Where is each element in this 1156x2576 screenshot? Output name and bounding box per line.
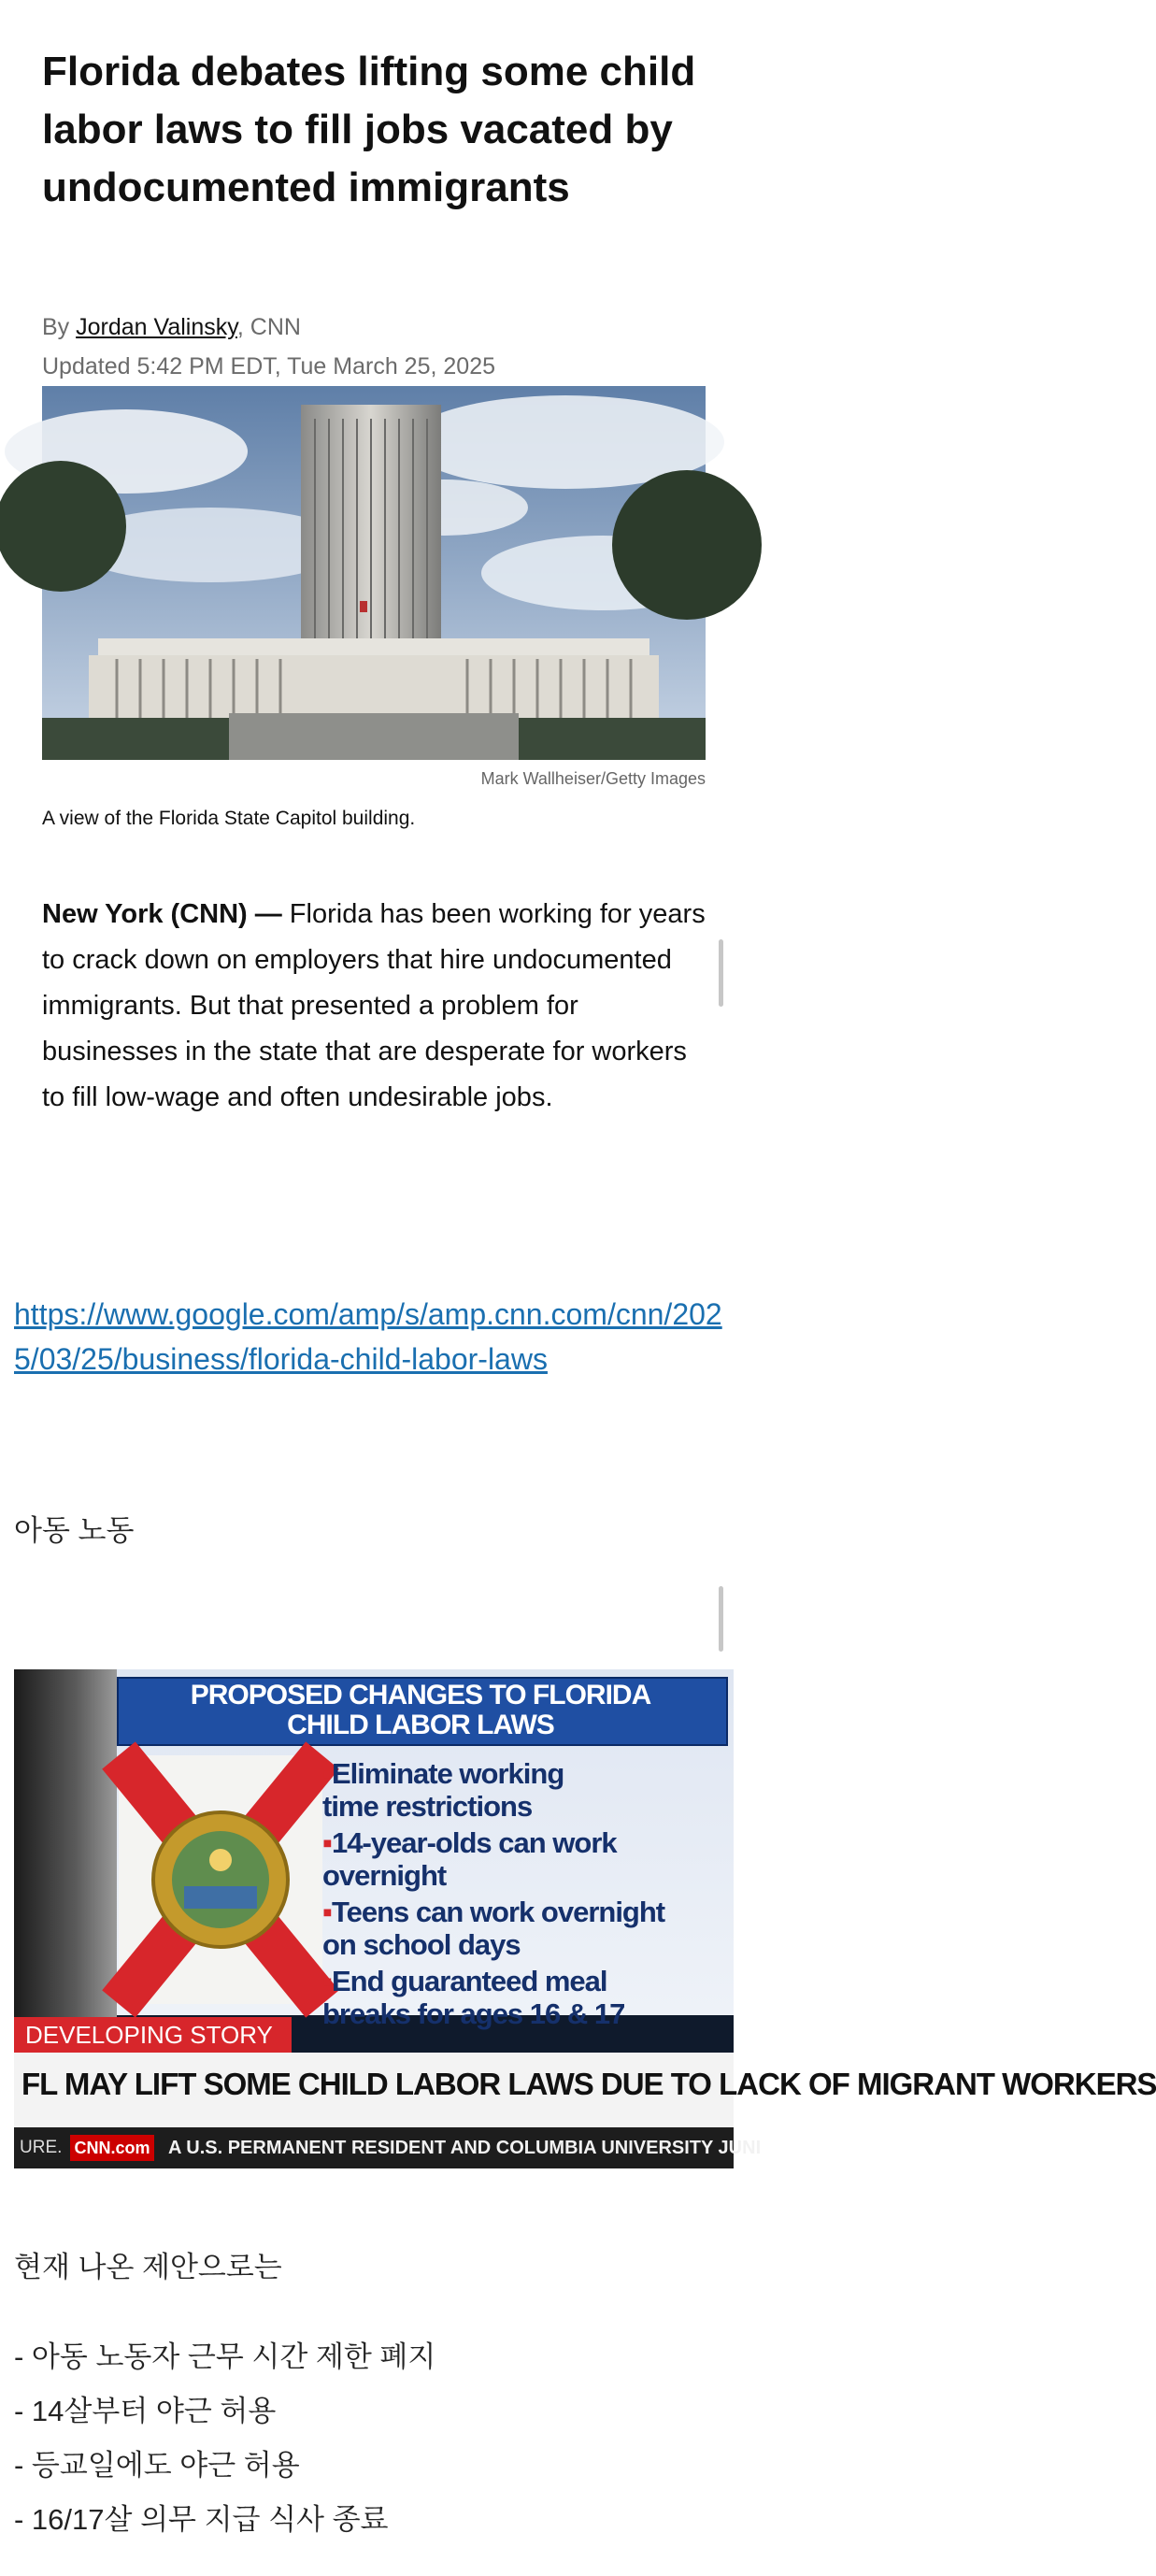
byline	[42, 314, 301, 341]
updated-timestamp: Updated 5:42 PM EDT, Tue March 25, 2025	[42, 353, 495, 379]
tv-title-line2: CHILD LABOR LAWS	[287, 1710, 554, 1740]
tv-title-line1: PROPOSED CHANGES TO FLORIDA	[190, 1680, 651, 1710]
tv-news-screenshot	[14, 1669, 1156, 2168]
cnn-logo-badge: CNN.com	[70, 2135, 154, 2161]
scrollbar-thumb-bottom[interactable]	[719, 1586, 723, 1652]
tv-bullet: ▪14-year-olds can work overnight	[322, 1826, 617, 1892]
proposal-intro: 현재 나온 제안으로는	[14, 2251, 282, 2283]
tv-bullet: ▪End guaranteed meal breaks for ages 16 & 17	[322, 1965, 625, 2030]
florida-flag-seal-icon	[119, 1755, 322, 2004]
tv-bullet-text: Teens can work overnight on school days	[322, 1896, 665, 1961]
proposal-list	[14, 2330, 734, 2547]
lead-text: Florida has been working for years to crack down on employers that hire undocumented immigrants. But that presented a problem for businesses in the state that are desperate for workers to fill low-wage and often undesirable jobs.	[42, 899, 706, 1112]
list-item: - 14살부터 야근 허용	[14, 2395, 277, 2427]
lead-paragraph	[42, 892, 706, 1121]
capitol-photo	[42, 386, 706, 760]
tv-bullet: ▪Eliminate working time restrictions	[322, 1757, 564, 1823]
article-headline: Florida debates lifting some child labor laws to fill jobs vacated by undocumented immigrants	[42, 49, 696, 210]
section-title: 아동 노동	[14, 1514, 135, 1547]
ticker-text: A U.S. PERMANENT RESIDENT AND COLUMBIA UNIVERSITY JUNI	[168, 2138, 762, 2158]
developing-story-tag: DEVELOPING STORY	[14, 2017, 292, 2053]
author-link[interactable]: Jordan Valinsky	[76, 314, 237, 340]
tv-bullet-text: End guaranteed meal breaks for ages 16 & 17	[322, 1965, 625, 2030]
list-item: - 16/17살 의무 지급 식사 종료	[14, 2503, 389, 2536]
byline-prefix: By	[42, 314, 77, 340]
tv-bullet: ▪Teens can work overnight on school days	[322, 1896, 665, 1961]
source-link[interactable]: https://www.google.com/amp/s/amp.cnn.com/cnn/2025/03/25/business/florida-child-labor-laws	[14, 1297, 722, 1376]
tv-title	[117, 1681, 724, 1740]
list-item: - 등교일에도 야근 허용	[14, 2449, 300, 2482]
lower-third-headline: FL MAY LIFT SOME CHILD LABOR LAWS DUE TO LACK OF MIGRANT WORKERS	[21, 2067, 1156, 2101]
photo-caption: A view of the Florida State Capitol building.	[42, 808, 416, 829]
tv-bullet-text: Eliminate working time restrictions	[322, 1757, 564, 1823]
tv-bullets	[322, 1757, 734, 2034]
tv-bullet-text: 14-year-olds can work overnight	[322, 1826, 617, 1892]
list-item: - 아동 노동자 근무 시간 제한 폐지	[14, 2340, 436, 2373]
byline-outlet: , CNN	[236, 314, 301, 340]
photo-credit: Mark Wallheiser/Getty Images	[480, 769, 706, 788]
scrollbar-thumb-top[interactable]	[719, 939, 723, 1007]
dateline: New York (CNN) —	[42, 899, 282, 929]
ticker-prefix: URE.	[20, 2138, 63, 2157]
capitol-photo-image	[42, 386, 706, 760]
